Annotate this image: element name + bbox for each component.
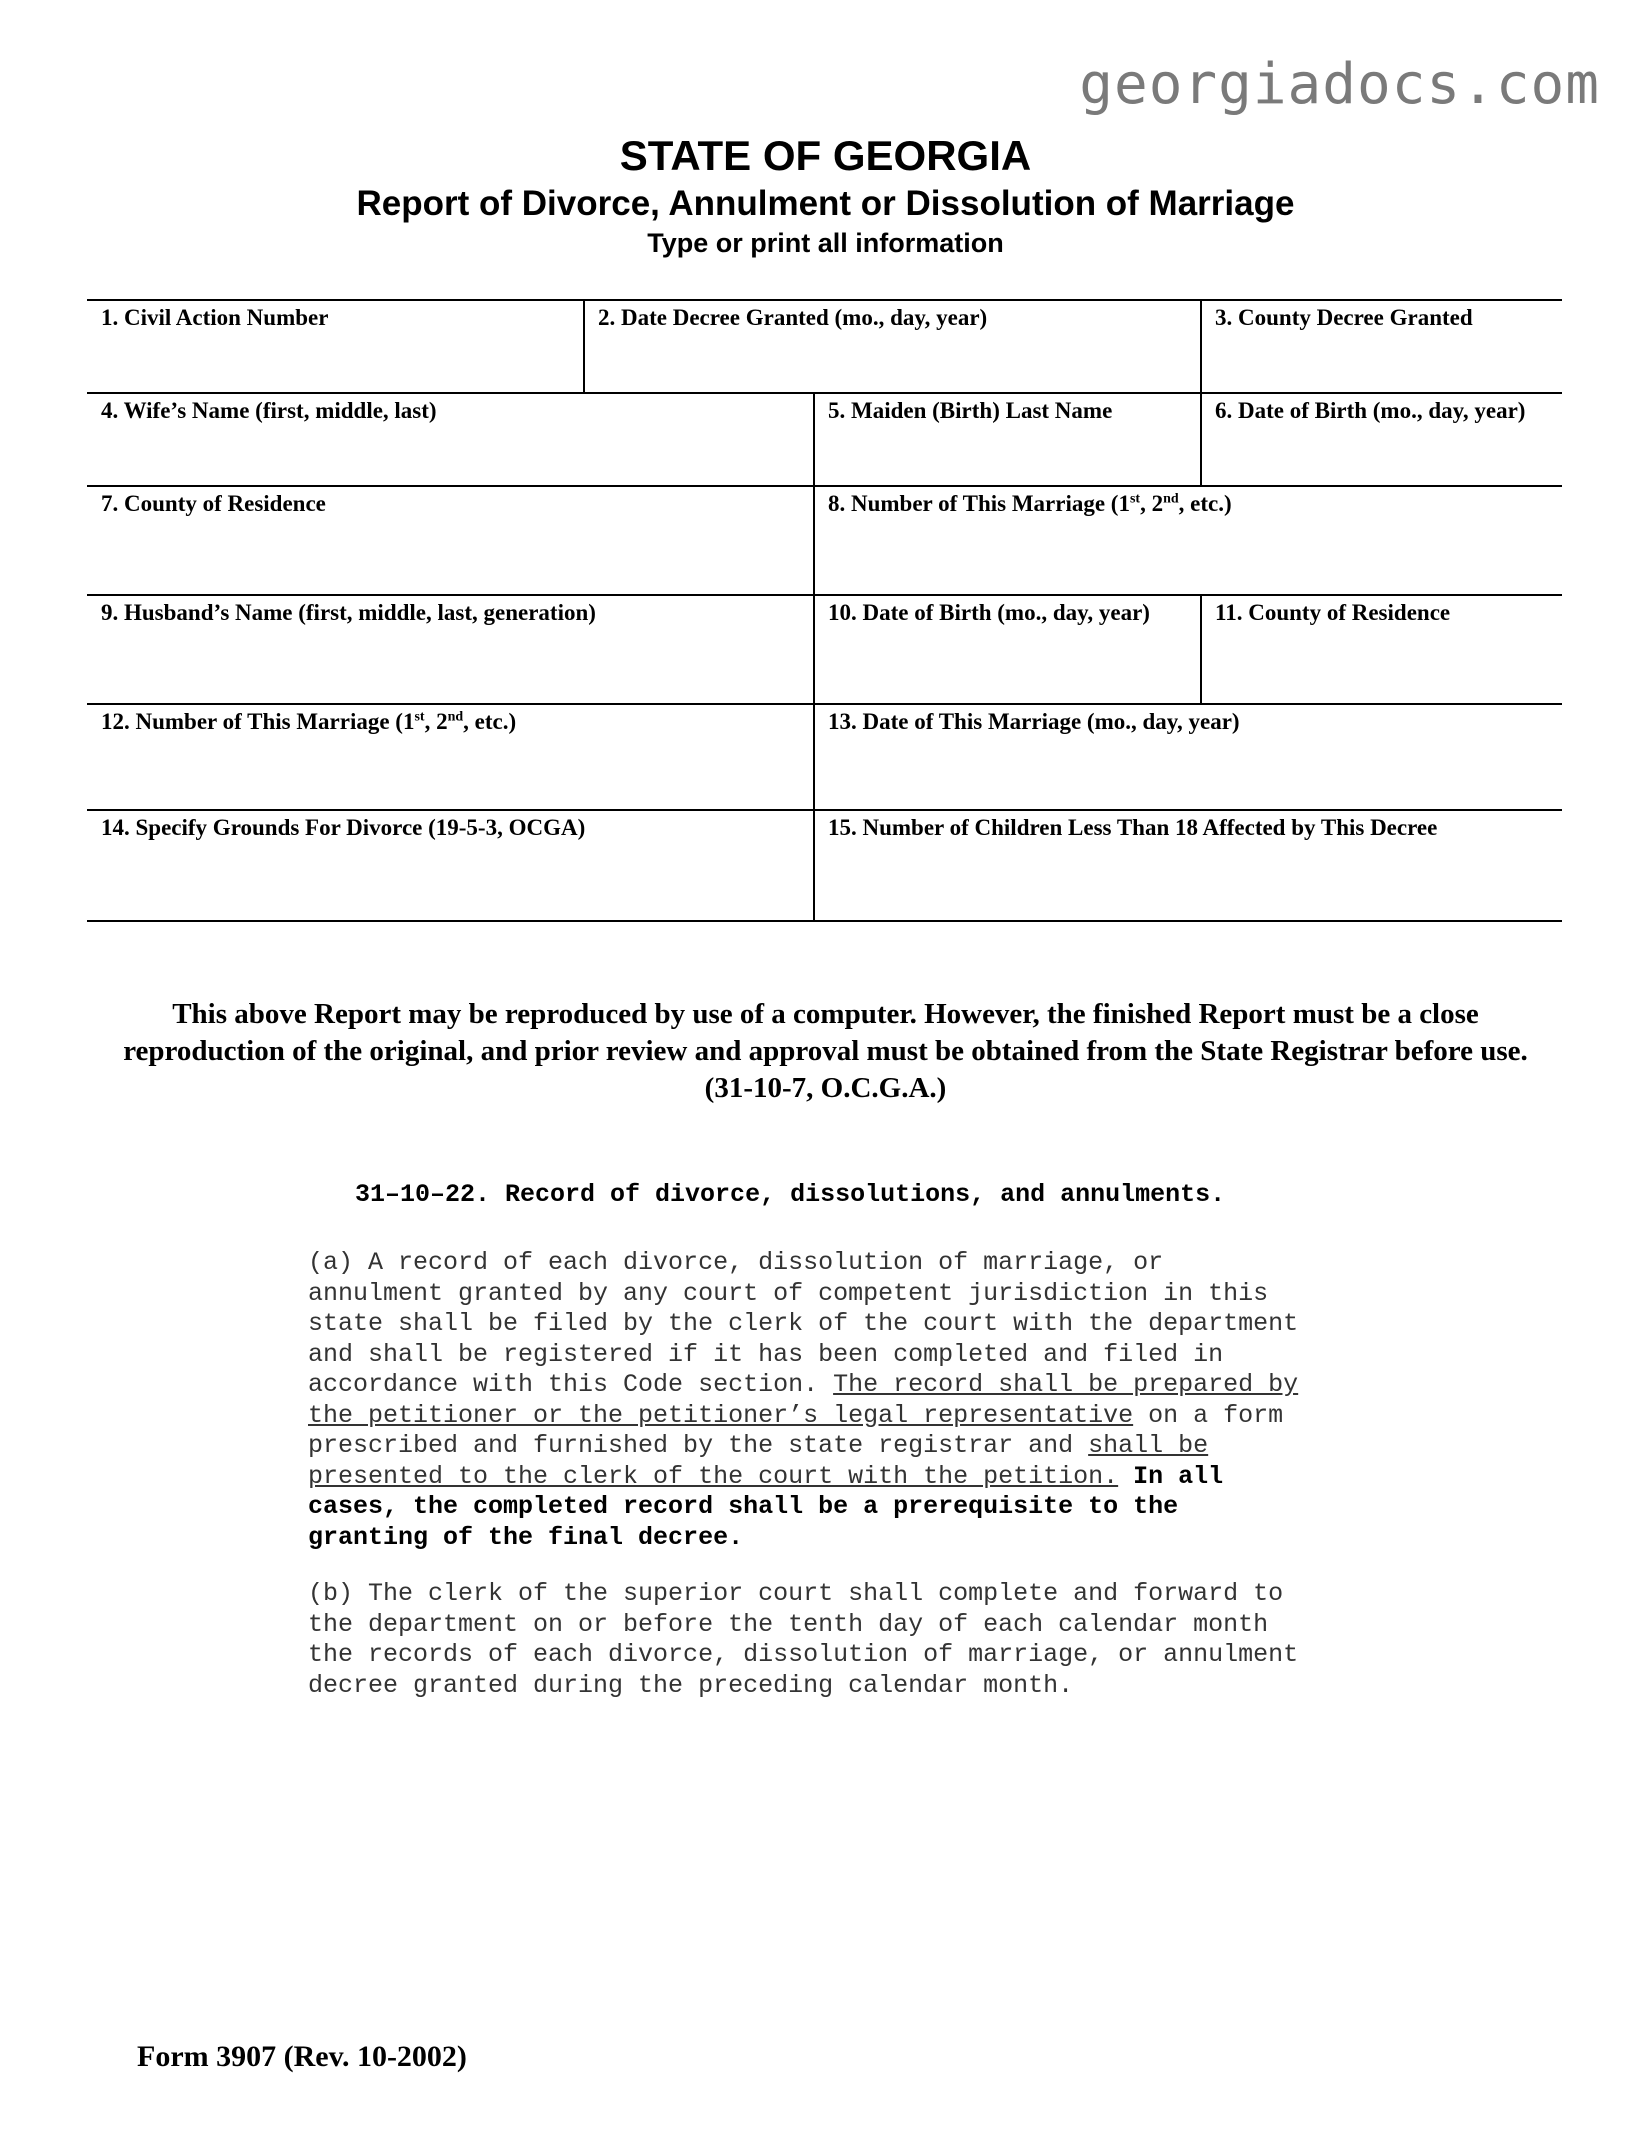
column-divider xyxy=(1200,594,1202,703)
statute-paragraph-a: (a) A record of each divorce, dissolution of marriage, or annulment granted by any court of competent jurisdiction in this state shall be filed by the clerk of the court with the department and shall be registered if it has been completed and filed in accordance with this Code section. The record shall be prepared by the petitioner or the petitioner’s legal representative on a form prescribed and furnished by the state registrar and shall be presented to the clerk of the court with the petition. In all cases, the completed record shall be a prerequisite to the granting of the final decree. xyxy=(308,1248,1299,1552)
row-divider xyxy=(87,485,1562,487)
reproduction-notice xyxy=(60,996,1591,1107)
field-grounds-for-divorce[interactable]: 14. Specify Grounds For Divorce (19-5-3, OCGA) xyxy=(101,815,586,840)
field-county-decree-granted[interactable]: 3. County Decree Granted xyxy=(1215,305,1473,330)
field-wife-number-of-marriage[interactable]: 8. Number of This Marriage (1st, 2nd, etc.) xyxy=(828,491,1232,516)
column-divider xyxy=(1200,299,1202,485)
notice-line: reproduction of the original, and prior review and approval must be obtained from the State Registrar before use. xyxy=(123,1035,1528,1067)
column-divider xyxy=(813,392,815,920)
notice-line: (31-10-7, O.C.G.A.) xyxy=(704,1072,947,1104)
row-divider xyxy=(87,299,1562,301)
field-husband-number-of-marriage[interactable]: 12. Number of This Marriage (1st, 2nd, etc.) xyxy=(101,709,517,734)
field-husband-date-of-birth[interactable]: 10. Date of Birth (mo., day, year) xyxy=(828,600,1150,625)
row-divider xyxy=(87,594,1562,596)
statute-heading: 31–10–22. Record of divorce, dissolutions, and annulments. xyxy=(355,1180,1226,1209)
field-wife-county-of-residence[interactable]: 7. County of Residence xyxy=(101,491,326,516)
form-number: Form 3907 (Rev. 10-2002) xyxy=(137,2040,467,2073)
field-wife-date-of-birth[interactable]: 6. Date of Birth (mo., day, year) xyxy=(1215,398,1526,423)
field-husband-county-of-residence[interactable]: 11. County of Residence xyxy=(1215,600,1451,625)
field-civil-action-number[interactable]: 1. Civil Action Number xyxy=(101,305,329,330)
row-divider xyxy=(87,392,1562,394)
watermark: georgiadocs.com xyxy=(1079,52,1600,117)
field-husband-name[interactable]: 9. Husband’s Name (first, middle, last, generation) xyxy=(101,600,596,625)
notice-line: This above Report may be reproduced by use of a computer. However, the finished Report must be a close xyxy=(172,998,1479,1030)
field-date-of-marriage[interactable]: 13. Date of This Marriage (mo., day, year) xyxy=(828,709,1240,734)
column-divider xyxy=(583,299,585,392)
field-maiden-last-name[interactable]: 5. Maiden (Birth) Last Name xyxy=(828,398,1113,423)
form-title: STATE OF GEORGIA xyxy=(619,132,1032,179)
field-wife-name[interactable]: 4. Wife’s Name (first, middle, last) xyxy=(101,398,437,423)
statute-paragraph-b: (b) The clerk of the superior court shall complete and forward to the department on or before the tenth day of each calendar month the records of each divorce, dissolution of marriage, or annulment decree granted during the preceding calendar month. xyxy=(308,1579,1299,1700)
report-form-grid xyxy=(87,299,1562,922)
field-number-of-children[interactable]: 15. Number of Children Less Than 18 Affected by This Decree xyxy=(828,815,1438,840)
field-date-decree-granted[interactable]: 2. Date Decree Granted (mo., day, year) xyxy=(598,305,988,330)
row-divider xyxy=(87,809,1562,811)
row-divider xyxy=(87,703,1562,705)
form-subtitle: Report of Divorce, Annulment or Dissolution of Marriage xyxy=(356,184,1295,223)
row-divider xyxy=(87,920,1562,922)
form-instruction: Type or print all information xyxy=(647,228,1004,258)
